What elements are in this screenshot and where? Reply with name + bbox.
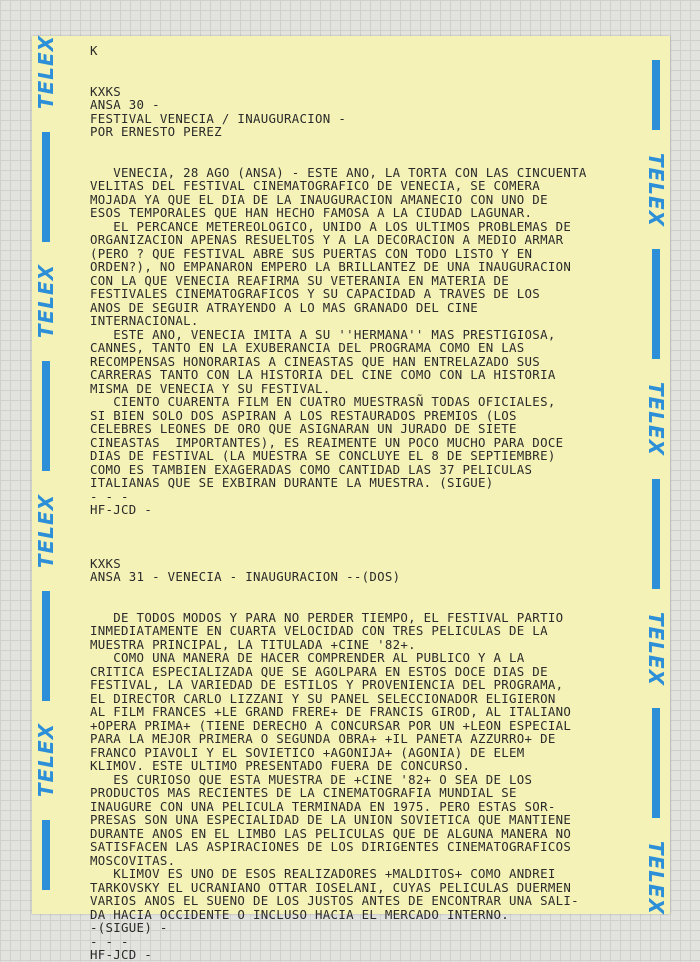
dispatch-body-line: CELEBRES LEONES DE ORO QUE ASIGNARAN UN JURADO DE SIETE — [90, 421, 517, 436]
stripe-bar — [652, 60, 660, 130]
dispatch-body-line: ES CURIOSO QUE ESTA MUESTRA DE +CINE '82+ O SEA DE LOS — [90, 771, 533, 787]
dispatch-body-line: ESTE ANO, VENECIA IMITA A SU ''HERMANA'' MAS PRESTIGIOSA, — [90, 326, 556, 342]
dispatch-2 — [90, 557, 632, 962]
dispatch-body-line: FRANCO PIAVOLI Y EL SOVIETICO +AGONIJA+ (AGONIA) DE ELEM — [90, 744, 525, 760]
dispatch-body-line: SATISFACEN LAS ASPIRACIONES DE LOS DIRIGENTES CINEMATOGRAFICOS — [90, 839, 572, 854]
dispatch-body-line: CON LA QUE VENECIA REAFIRMA SU VETERANIA EN MATERIA DE — [90, 272, 510, 288]
dispatch-body-line: (PERO ? QUE FESTIVAL ABRE SUS PUERTAS CON TODO LISTO Y EN — [90, 245, 533, 261]
telex-strip-left — [34, 34, 59, 914]
dispatch-body-line: KLIMOV ES UNO DE ESOS REALIZADORES +MALDITOS+ COMO ANDREI — [90, 866, 556, 881]
dispatch-body-line: DURANTE ANOS EN EL LIMBO LAS PELICULAS QUE DE ALGUNA MANERA NO — [90, 825, 572, 841]
dispatch-body-line: MISMA DE VENECIA Y SU FESTIVAL. — [90, 380, 331, 396]
dispatch-header-line: ANSA 31 - VENECIA - INAUGURACION --(DOS) — [90, 569, 401, 584]
dispatch-body-line: MOJADA YA QUE EL DIA DE LA INAUGURACION AMANECIO CON UNO DE — [90, 191, 548, 207]
dispatch-body-line: FESTIVAL, LA VARIEDAD DE ESTILOS Y PROVENIENCIA DEL PROGRAMA, — [90, 677, 564, 692]
dispatch-body-line: INMEDIATAMENTE EN CUARTA VELOCIDAD CON TRES PELICULAS DE LA — [90, 623, 548, 638]
dispatch-body-line: -(SIGUE) - — [90, 920, 168, 935]
dispatch-body-line: DE TODOS MODOS Y PARA NO PERDER TIEMPO, EL FESTIVAL PARTIO — [90, 609, 564, 625]
dispatch-footer-line: - - - — [90, 488, 129, 504]
dispatch-body-line: MOSCOVITAS. — [90, 852, 176, 868]
dispatch-body-line: DIAS DE FESTIVAL (LA MUESTRA SE CONCLUYE EL 8 DE SEPTIEMBRE) — [90, 448, 556, 463]
dispatch-header-line: KXKS — [90, 83, 122, 99]
dispatch-body-line: TARKOVSKY EL UCRANIANO OTTAR IOSELANI, CUYAS PELICULAS DUERMEN — [90, 879, 572, 895]
dispatch-footer-line: - - - — [90, 933, 129, 949]
stripe-bar — [652, 708, 660, 818]
telex-logo: TELEX — [644, 152, 669, 227]
dispatch-footer-line: HF-JCD - — [90, 502, 153, 517]
dispatch-body-line: ANOS DE SEGUIR ATRAYENDO A LO MAS GRANADO DEL CINE — [90, 299, 478, 315]
dispatch-body-line: VARIOS ANOS EL SUENO DE LOS JUSTOS ANTES DE ENCONTRAR UNA SALI- — [90, 893, 579, 908]
dispatch-body-line: ESOS TEMPORALES QUE HAN HECHO FAMOSA A LA CIUDAD LAGUNAR. — [90, 205, 533, 220]
dispatch-header-line: FESTIVAL VENECIA / INAUGURACION - — [90, 110, 347, 126]
stripe-bar — [42, 361, 50, 471]
top-marker: K — [90, 43, 98, 58]
dispatch-body-line: PRESAS SON UNA ESPECIALIDAD DE LA UNION SOVIETICA QUE MANTIENE — [90, 812, 572, 827]
telex-logo: TELEX — [644, 382, 669, 457]
telex-logo: TELEX — [34, 264, 59, 339]
dispatch-body-line: COMO UNA MANERA DE HACER COMPRENDER AL PUBLICO Y A LA — [90, 650, 525, 665]
telex-text — [90, 44, 632, 962]
dispatch-body-line: CINEASTAS IMPORTANTES), ES REAIMENTE UN POCO MUCHO PARA DOCE — [90, 434, 564, 450]
dispatch-body-line: AL FILM FRANCES +LE GRAND FRERE+ DE FRANCIS GIROD, AL ITALIANO — [90, 704, 572, 719]
dispatch-body-line: VENECIA, 28 AGO (ANSA) - ESTE ANO, LA TORTA CON LAS CINCUENTA — [90, 164, 587, 180]
spacer — [90, 139, 632, 166]
dispatch-body-line: SI BIEN SOLO DOS ASPIRAN A LOS RESTAURADOS PREMIOS (LOS — [90, 407, 517, 423]
stripe-bar — [42, 132, 50, 242]
dispatch-body-line: FESTIVALES CINEMATOGRAFICOS Y SU CAPACIDAD A TRAVES DE LOS — [90, 286, 541, 301]
telex-strip-right — [644, 36, 669, 916]
telex-logo: TELEX — [644, 841, 669, 916]
spacer — [90, 517, 632, 557]
dispatch-body-line: CANNES, TANTO EN LA EXUBERANCIA DEL PROGRAMA COMO EN LAS — [90, 340, 525, 355]
dispatch-body-line: MUESTRA PRINCIPAL, LA TITULADA +CINE '82+. — [90, 636, 416, 652]
dispatch-body-line: KLIMOV. ESTE ULTIMO PRESENTADO FUERA DE CONCURSO. — [90, 758, 471, 773]
dispatch-body-line: ORGANIZACION APENAS RESUELTOS Y A LA DECORACION A MEDIO ARMAR — [90, 232, 564, 247]
dispatch-header-line: POR ERNESTO PEREZ — [90, 124, 222, 139]
dispatch-body-line: CRITICA ESPECIALIZADA QUE SE AGOLPARA EN ESTOS DOCE DIAS DE — [90, 663, 548, 679]
stripe-bar — [652, 249, 660, 359]
dispatch-1 — [90, 85, 632, 517]
dispatch-body-line: PRODUCTOS MAS RECIENTES DE LA CINEMATOGRAFIA MUNDIAL SE — [90, 785, 517, 800]
spacer — [90, 584, 632, 611]
dispatch-body-line: EL PERCANCE METEREOLOGICO, UNIDO A LOS ULTIMOS PROBLEMAS DE — [90, 218, 572, 234]
dispatch-body-line: INAUGURE CON UNA PELICULA TERMINADA EN 1975. PERO ESTAS SOR- — [90, 798, 556, 814]
dispatch-body-line: CIENTO CUARENTA FILM EN CUATRO MUESTRASÑ TODAS OFICIALES, — [90, 394, 556, 409]
dispatch-body-line: RECOMPENSAS HONORARIAS A CINEASTAS QUE HAN ENTRELAZADO SUS — [90, 353, 541, 369]
dispatch-body-line: COMO ES TAMBIEN EXAGERADAS COMO CANTIDAD LAS 37 PELICULAS — [90, 461, 533, 477]
stripe-bar — [42, 591, 50, 701]
dispatch-footer-line: HF-JCD - — [90, 947, 153, 962]
dispatch-body-line: PARA LA MEJOR PRIMERA O SEGUNDA OBRA+ +IL PANETA AZZURRO+ DE — [90, 731, 556, 746]
dispatch-body-line: DA HACIA OCCIDENTE O INCLUSO HACIA EL MERCADO INTERNO. — [90, 906, 510, 922]
telex-logo: TELEX — [34, 34, 59, 109]
telex-logo: TELEX — [34, 493, 59, 568]
spacer — [90, 58, 632, 85]
telex-logo: TELEX — [34, 723, 59, 798]
dispatch-body-line: CARRERAS TANTO CON LA HISTORIA DEL CINE COMO CON LA HISTORIA — [90, 367, 556, 382]
stripe-bar — [652, 479, 660, 589]
dispatch-header-line: ANSA 30 - — [90, 97, 160, 112]
dispatch-body-line: ITALIANAS QUE SE EXBIRAN DURANTE LA MUESTRA. (SIGUE) — [90, 475, 494, 490]
dispatch-body-line: INTERNACIONAL. — [90, 313, 199, 328]
dispatch-body-line: +OPERA PRIMA+ (TIENE DERECHO A CONCURSAR POR UN +LEON ESPECIAL — [90, 717, 572, 733]
dispatch-body-line: ORDEN?), NO EMPANARON EMPERO LA BRILLANTEZ DE UNA INAUGURACION — [90, 259, 572, 274]
telex-paper — [32, 34, 670, 962]
stripe-bar — [42, 820, 50, 890]
dispatch-body-line: VELITAS DEL FESTIVAL CINEMATOGRAFICO DE VENECIA, SE COMERA — [90, 178, 541, 193]
telex-logo: TELEX — [644, 611, 669, 686]
dispatch-body-line: EL DIRECTOR CARLO LIZZANI Y SU PANEL SELECCIONADOR ELIGIERON — [90, 690, 556, 706]
dispatch-header-line: KXKS — [90, 555, 122, 571]
